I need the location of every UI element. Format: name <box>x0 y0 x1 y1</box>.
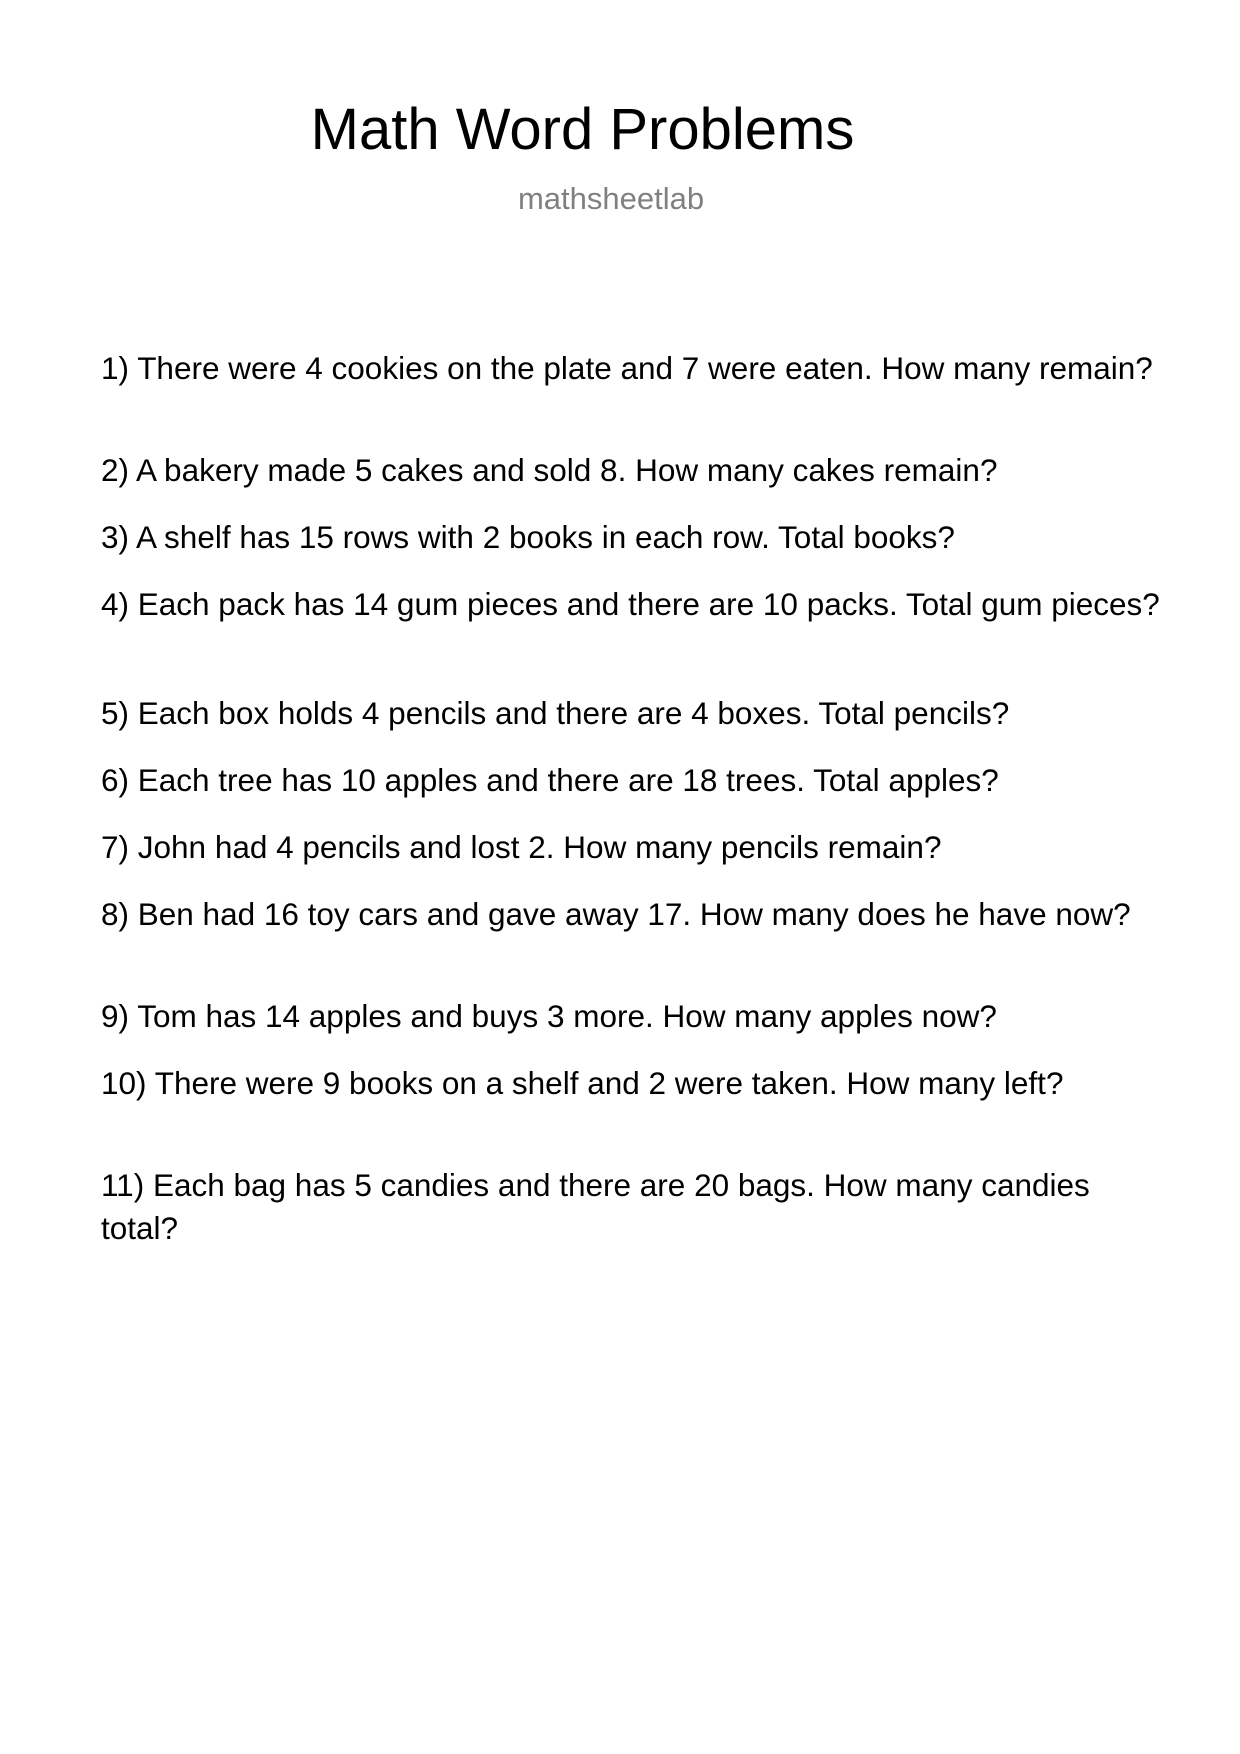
page-title: Math Word Problems <box>310 97 855 162</box>
page-subtitle: mathsheetlab <box>517 181 705 216</box>
problem-item-5: 5) Each box holds 4 pencils and there are 4 boxes. Total pencils? <box>101 695 1010 731</box>
problem-item-2: 2) A bakery made 5 cakes and sold 8. How many cakes remain? <box>101 452 998 488</box>
problem-item-11: 11) Each bag has 5 candies and there are 20 bags. How many candies total? <box>101 1167 1090 1246</box>
problem-item-4: 4) Each pack has 14 gum pieces and there are 10 packs. Total gum pieces? <box>101 586 1160 622</box>
problem-item-3: 3) A shelf has 15 rows with 2 books in each row. Total books? <box>101 519 955 555</box>
problem-item-9: 9) Tom has 14 apples and buys 3 more. How many apples now? <box>101 998 997 1034</box>
problem-item-7: 7) John had 4 pencils and lost 2. How many pencils remain? <box>101 829 942 865</box>
problem-item-8: 8) Ben had 16 toy cars and gave away 17. How many does he have now? <box>101 896 1131 932</box>
problem-item-10: 10) There were 9 books on a shelf and 2 were taken. How many left? <box>101 1065 1064 1101</box>
problem-item-6: 6) Each tree has 10 apples and there are 18 trees. Total apples? <box>101 762 999 798</box>
problem-item-1: 1) There were 4 cookies on the plate and 7 were eaten. How many remain? <box>101 350 1153 386</box>
